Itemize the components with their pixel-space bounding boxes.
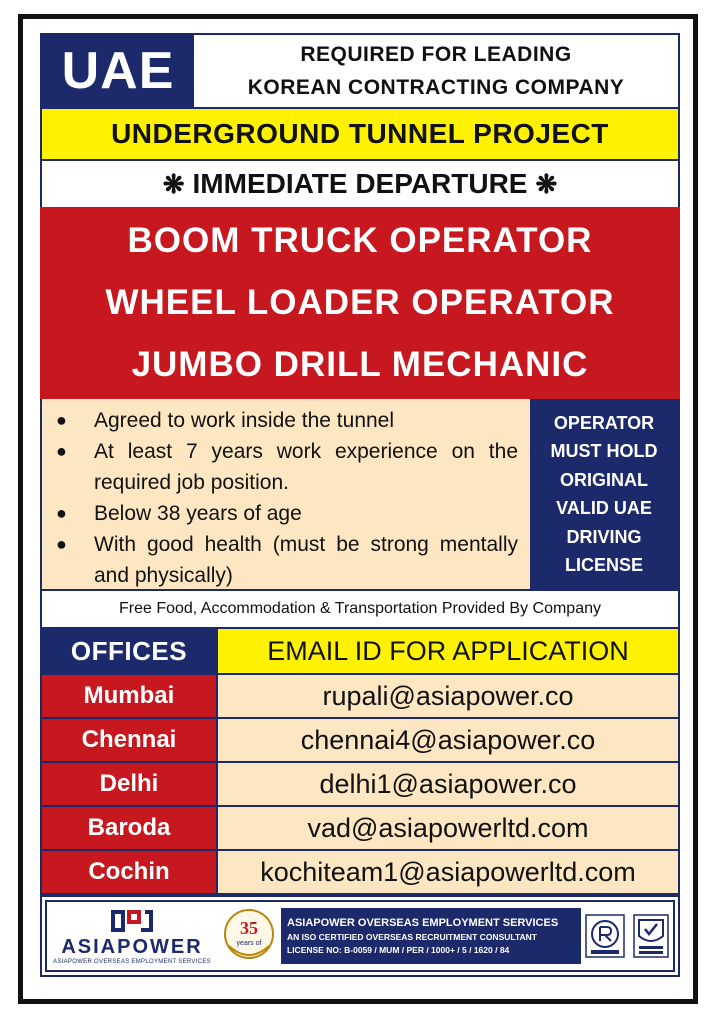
office-email[interactable]: rupali@asiapower.co [218, 675, 678, 717]
list-item [56, 529, 518, 591]
office-city: Mumbai [42, 675, 218, 717]
company-logo [47, 908, 217, 965]
requirement-heading [194, 35, 678, 107]
company-name: ASIAPOWER OVERSEAS EMPLOYMENT SERVICES [287, 917, 559, 929]
office-city: Cochin [42, 851, 218, 893]
anniversary-badge [217, 906, 281, 966]
ukas-certification-icon [633, 914, 669, 958]
company-license: LICENSE NO: B-0059 / MUM / PER / 1000+ / 5 / 1620 / 84 [287, 945, 510, 955]
table-row [42, 849, 678, 893]
anniversary-text: years of [236, 940, 262, 947]
certifications [581, 914, 673, 958]
logo-name: ASIAPOWER [61, 935, 203, 958]
positions-banner [40, 207, 680, 399]
office-city: Chennai [42, 719, 218, 761]
footer-inner [45, 900, 675, 972]
bullet-icon: ● [56, 410, 67, 430]
position-title: BOOM TRUCK OPERATOR [127, 221, 593, 260]
bullet-icon: ● [56, 534, 67, 554]
license-line: OPERATOR [553, 412, 655, 433]
country-badge: UAE [42, 35, 194, 107]
office-email[interactable]: delhi1@asiapower.co [218, 763, 678, 805]
license-line: ORIGINAL [560, 469, 648, 490]
anniversary-seal-icon [221, 906, 277, 966]
company-iso: AN ISO CERTIFIED OVERSEAS RECRUITMENT CONSULTANT [287, 932, 537, 942]
requirements-list [42, 399, 530, 589]
table-row [42, 761, 678, 805]
iso-certification-icon [585, 914, 625, 958]
header [40, 33, 680, 109]
office-email[interactable]: vad@asiapowerltd.com [218, 807, 678, 849]
license-line: MUST HOLD [550, 441, 658, 461]
position-title: WHEEL LOADER OPERATOR [105, 283, 615, 322]
position-title: JUMBO DRILL MECHANIC [131, 345, 589, 384]
table-row [42, 805, 678, 849]
offices-header: OFFICES [42, 629, 218, 673]
requirement-text: Agreed to work inside the tunnel [94, 409, 395, 432]
license-note [530, 399, 678, 589]
asiapower-logo-icon [109, 908, 155, 934]
table-row [42, 673, 678, 717]
footer [40, 895, 680, 977]
table-row [42, 717, 678, 761]
anniversary-number: 35 [240, 918, 258, 938]
license-line: DRIVING [566, 526, 642, 547]
poster-content [40, 33, 680, 895]
office-email[interactable]: chennai4@asiapower.co [218, 719, 678, 761]
list-item [56, 498, 518, 529]
bullet-icon: ● [56, 503, 67, 523]
project-banner: UNDERGROUND TUNNEL PROJECT [40, 109, 680, 161]
email-header: EMAIL ID FOR APPLICATION [218, 629, 678, 673]
requirement-text: With good health (must be strong mentally and physically) [94, 533, 518, 587]
departure-text: IMMEDIATE DEPARTURE [192, 168, 528, 199]
office-email[interactable]: kochiteam1@asiapowerltd.com [218, 851, 678, 893]
list-item [56, 405, 518, 436]
office-city: Delhi [42, 763, 218, 805]
license-line: LICENSE [564, 555, 643, 575]
star-icon: ❋ [162, 168, 185, 199]
table-header-row [42, 629, 678, 673]
office-city: Baroda [42, 807, 218, 849]
heading-line-2: KOREAN CONTRACTING COMPANY [247, 76, 625, 99]
requirement-text: Below 38 years of age [94, 502, 302, 525]
requirements-section [40, 399, 680, 591]
benefits-line: Free Food, Accommodation & Transportation Provided By Company [40, 591, 680, 627]
heading-line-1: REQUIRED FOR LEADING [300, 43, 572, 66]
company-info [281, 908, 581, 964]
departure-banner [40, 161, 680, 207]
star-icon: ❋ [535, 168, 558, 199]
requirement-text: At least 7 years work experience on the required job position. [94, 440, 518, 494]
list-item [56, 436, 518, 498]
license-line: VALID UAE [556, 498, 652, 518]
bullet-icon: ● [56, 441, 67, 461]
offices-table [40, 627, 680, 895]
logo-tagline: ASIAPOWER OVERSEAS EMPLOYMENT SERVICES [53, 958, 211, 965]
